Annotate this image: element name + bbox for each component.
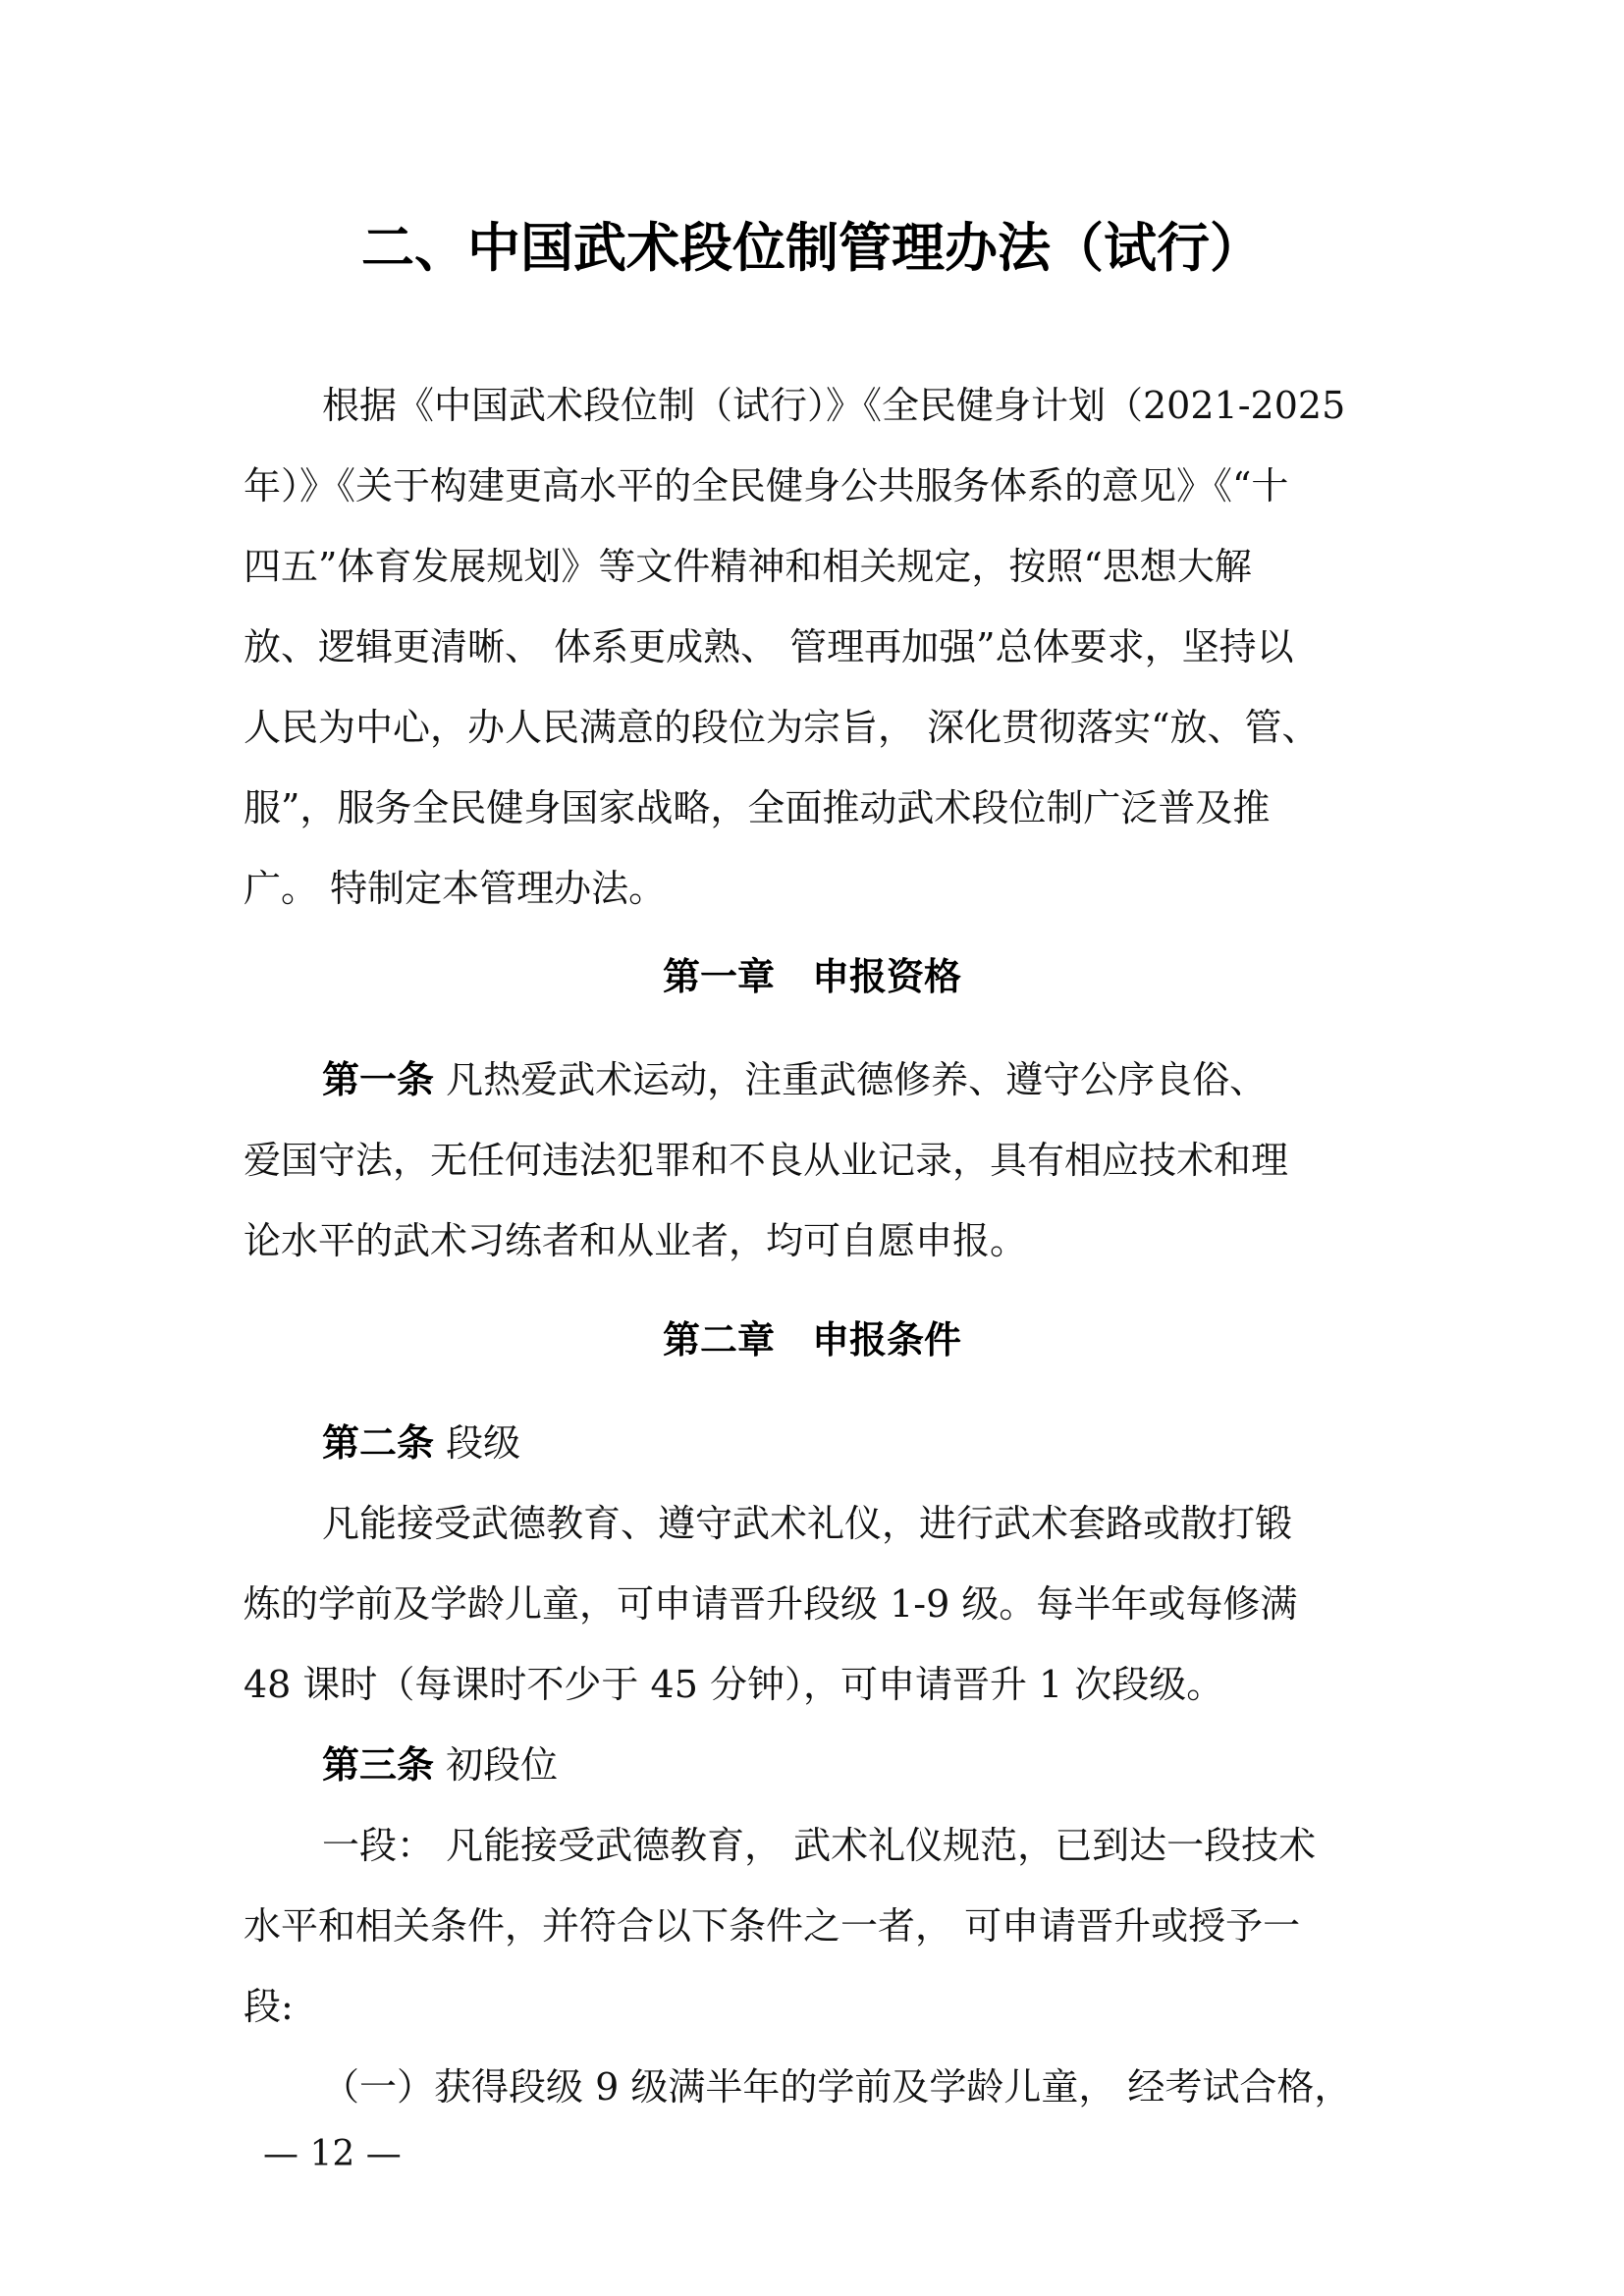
intro-line: 年）》《关于构建更高水平的全民健身公共服务体系的意见》《“十: [244, 464, 1289, 507]
article-3-line: 一段： 凡能接受武德教育， 武术礼仪规范，已到达一段技术: [322, 1824, 1317, 1867]
article-2-line: 炼的学前及学龄儿童，可申请晋升段级 1-9 级。每半年或每修满: [244, 1582, 1298, 1626]
intro-line: 人民为中心，办人民满意的段位为宗旨， 深化贯彻落实“放、管、: [244, 706, 1320, 749]
article-1-label: 第一条: [322, 1058, 435, 1101]
document-title: 二、中国武术段位制管理办法（试行）: [361, 217, 1263, 279]
intro-line: 广。 特制定本管理办法。: [244, 867, 667, 910]
intro-line: 四五”体育发展规划》等文件精神和相关规定，按照“思想大解: [244, 545, 1252, 588]
article-3-line: 段:: [244, 1985, 294, 2028]
article-1-line: 爱国守法，无任何违法犯罪和不良从业记录，具有相应技术和理: [244, 1139, 1289, 1182]
article-3-header: [322, 1740, 558, 1789]
article-3-title: 初段位: [434, 1743, 559, 1787]
page-number: — 12 —: [263, 2134, 402, 2174]
chapter-2-heading: 第二章 申报条件: [662, 1318, 961, 1362]
intro-line: 根据《中国武术段位制（试行）》《全民健身计划（2021-2025: [322, 384, 1346, 427]
chapter-1-heading: 第一章 申报资格: [662, 955, 961, 998]
article-3-label: 第三条: [322, 1743, 435, 1787]
article-2-line: 凡能接受武德教育、遵守武术礼仪，进行武术套路或散打锻: [322, 1502, 1293, 1545]
article-2-line: 48 课时（每课时不少于 45 分钟），可申请晋升 1 次段级。: [244, 1663, 1224, 1706]
intro-line: 放、逻辑更清晰、 体系更成熟、 管理再加强”总体要求，坚持以: [244, 625, 1294, 668]
article-3-line: 水平和相关条件，并符合以下条件之一者， 可申请晋升或授予一: [244, 1904, 1301, 1948]
article-2-header: [322, 1418, 520, 1468]
article-1-first-line: [322, 1055, 1267, 1104]
article-2-label: 第二条: [322, 1421, 435, 1465]
intro-line: 服”，服务全民健身国家战略，全面推动武术段位制广泛普及推: [244, 786, 1271, 829]
article-3-line: （一）获得段级 9 级满半年的学前及学龄儿童， 经考试合格，: [322, 2065, 1352, 2109]
article-1-line: 论水平的武术习练者和从业者，均可自愿申报。: [244, 1219, 1028, 1262]
article-2-title: 段级: [434, 1421, 521, 1465]
article-1-text: 凡热爱武术运动，注重武德修养、遵守公序良俗、: [434, 1058, 1268, 1101]
